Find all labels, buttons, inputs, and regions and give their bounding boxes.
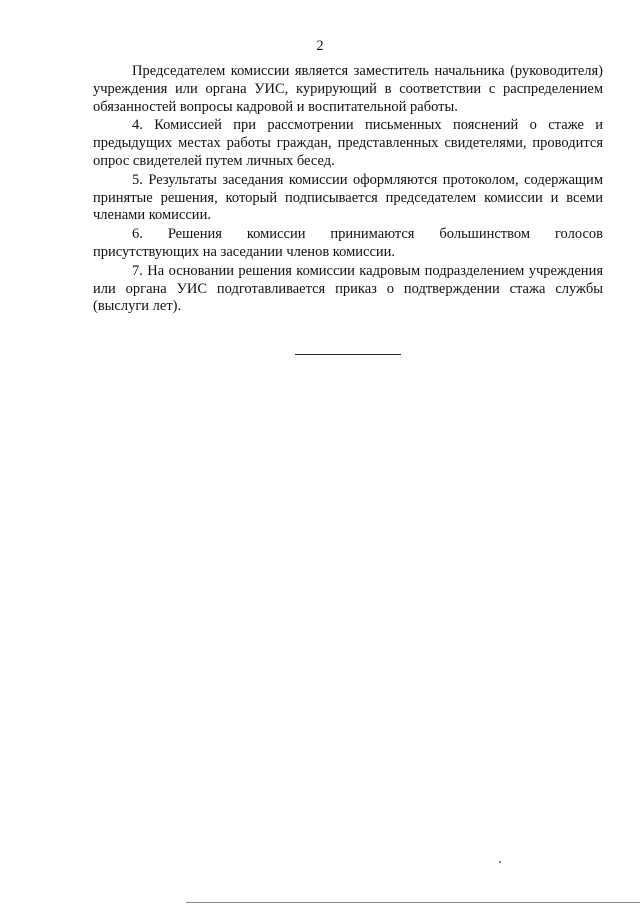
page-number: 2 xyxy=(316,38,324,54)
paragraph-item-4: 4. Комиссией при рассмотрении письменных пояснений о стаже и предыдущих местах работы граждан, представленных свидетелями, проводится опрос свидетелей путем личных бесед. xyxy=(93,117,603,169)
paragraph-item-6: 6. Решения комиссии принимаются большинством голосов присутствующих на заседании членов комиссии. xyxy=(93,226,603,260)
paragraph-item-5: 5. Результаты заседания комиссии оформляются протоколом, содержащим принятые решения, который подписывается председателем комиссии и всеми членами комиссии. xyxy=(93,171,603,224)
scan-artifact-dot xyxy=(499,861,501,863)
scan-bottom-edge-line xyxy=(186,902,640,903)
paragraph-item-7: 7. На основании решения комиссии кадровым подразделением учреждения или органа УИС подготавливается приказ о подтверждении стажа службы (выслуги лет). xyxy=(93,262,603,315)
paragraph-commission-chair: Председателем комиссии является заместитель начальника (руководителя) учреждения или органа УИС, курирующий в соответствии с распределением обязанностей вопросы кадровой и воспитательной работы. xyxy=(93,63,603,115)
end-divider-line xyxy=(295,354,401,355)
document-body xyxy=(93,63,603,316)
